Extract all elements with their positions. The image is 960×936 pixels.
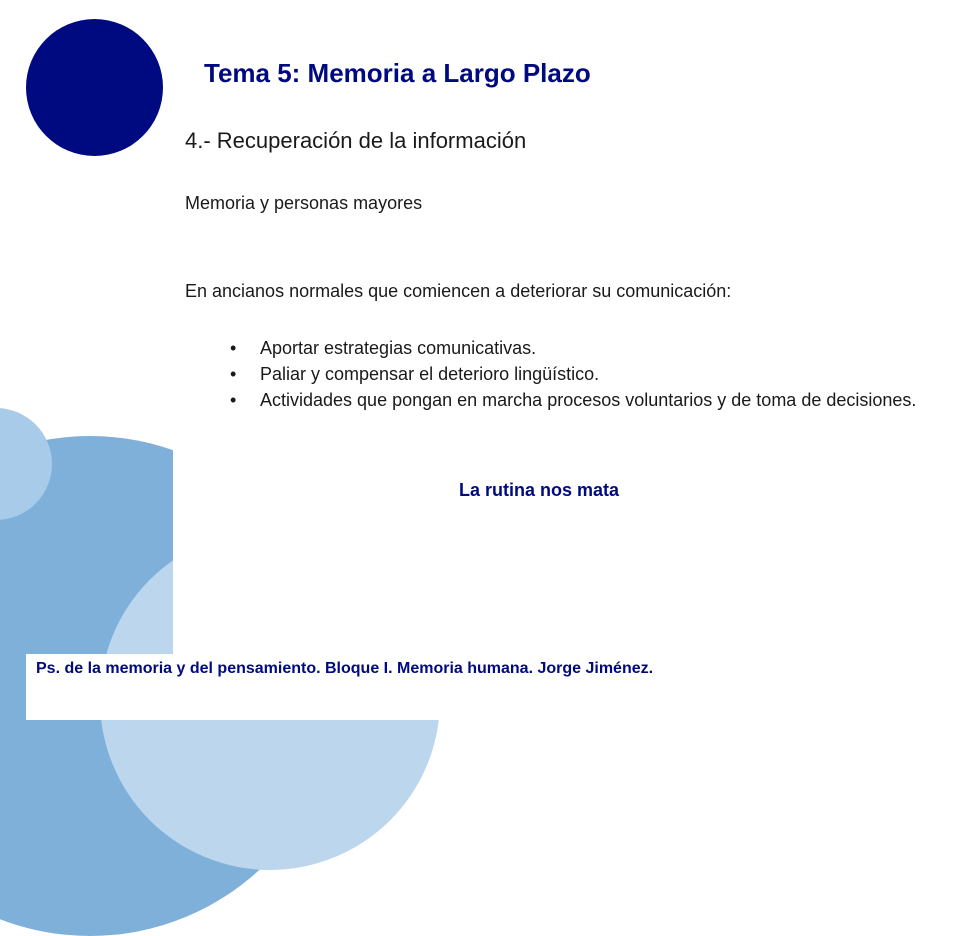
bullet-list <box>230 335 929 413</box>
footer-citation: Ps. de la memoria y del pensamiento. Bloque I. Memoria humana. Jorge Jiménez. <box>36 660 654 677</box>
bullet-icon: • <box>230 364 237 384</box>
bullet-text: Paliar y compensar el deterioro lingüístico. <box>260 364 600 384</box>
intro-text: En ancianos normales que comiencen a deteriorar su comunicación: <box>185 281 732 301</box>
navy-circle-decoration <box>26 19 163 156</box>
slide-title: Tema 5: Memoria a Largo Plazo <box>204 58 591 88</box>
bullet-icon: • <box>230 390 237 410</box>
bullet-icon: • <box>230 338 237 358</box>
motto-text: La rutina nos mata <box>459 480 620 500</box>
bullet-text: Actividades que pongan en marcha procesos voluntarios y de toma de decisiones. <box>260 390 917 410</box>
bullet-text: Aportar estrategias comunicativas. <box>260 338 537 358</box>
bullet-item <box>230 335 929 361</box>
bullet-item <box>230 361 929 387</box>
subheading: Memoria y personas mayores <box>185 193 423 213</box>
bullet-item <box>230 387 929 413</box>
section-heading: 4.- Recuperación de la información <box>185 128 527 153</box>
